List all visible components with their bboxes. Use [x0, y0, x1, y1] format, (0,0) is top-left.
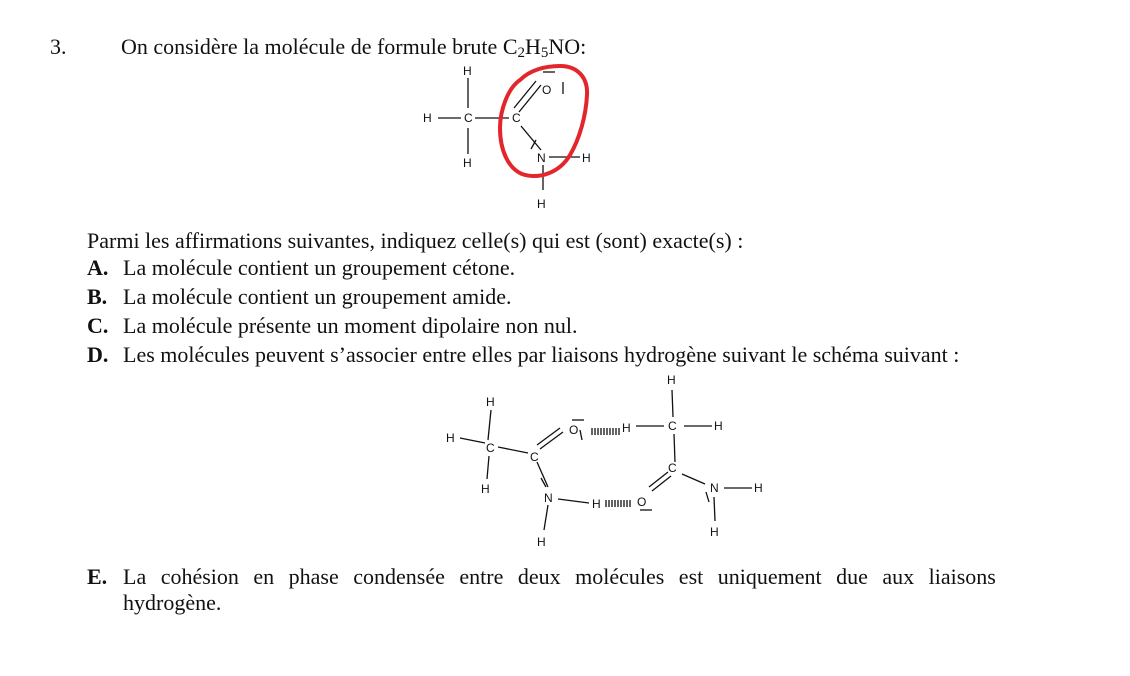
atom-h: H: [582, 151, 591, 165]
atom-h: H: [486, 395, 495, 409]
atom-h: H: [481, 482, 490, 496]
option-text-continued: hydrogène.: [123, 590, 222, 615]
atom-h: H: [463, 64, 472, 78]
option-letter: A.: [87, 255, 109, 280]
atom-n: N: [537, 151, 546, 165]
option-text: Les molécules peuvent s’associer entre elles par liaisons hydrogène suivant le schéma suivant :: [123, 342, 960, 367]
atom-o: O: [542, 83, 552, 97]
atom-h: H: [423, 111, 432, 125]
atom-h: H: [537, 197, 546, 211]
bond: [649, 472, 668, 487]
question-prompt: Parmi les affirmations suivantes, indiquez celle(s) qui est (sont) exacte(s) :: [87, 228, 744, 253]
option-text: La molécule contient un groupement cétone.: [123, 255, 516, 280]
atom-h: H: [754, 481, 763, 495]
option-letter: D.: [87, 342, 109, 367]
option-text: La cohésion en phase condensée entre deux molécules est uniquement due aux liaisons: [123, 564, 996, 589]
atom-c: C: [530, 450, 539, 464]
bond: [460, 438, 485, 443]
atom-h: H: [446, 431, 455, 445]
hydrogen-bond-dashes: [606, 500, 630, 507]
bond: [652, 476, 671, 491]
atom-h: H: [592, 497, 601, 511]
bond: [672, 390, 673, 417]
atom-c: C: [512, 111, 521, 125]
atom-c: C: [464, 111, 473, 125]
option-text: La molécule présente un moment dipolaire non nul.: [123, 313, 578, 338]
bond: [498, 447, 528, 453]
atom-h: H: [710, 525, 719, 539]
option-text: La molécule contient un groupement amide.: [123, 284, 512, 309]
bond: [544, 505, 548, 530]
question-number: 3.: [50, 34, 67, 59]
option-e: [87, 564, 1087, 616]
lone-pair: [706, 492, 709, 502]
bond: [674, 434, 675, 462]
bond: [537, 462, 548, 487]
formula: $C_2H_5NO$:: [502, 34, 587, 61]
atom-h: H: [667, 373, 676, 387]
hydrogen-bond-dashes: [592, 428, 619, 435]
bond: [488, 410, 491, 440]
atom-h: H: [463, 156, 472, 170]
atom-c: C: [668, 461, 677, 475]
bond: [714, 497, 715, 521]
atom-c: C: [668, 419, 677, 433]
option-letter: C.: [87, 313, 109, 338]
bond: [558, 499, 589, 503]
atom-h: H: [622, 421, 631, 435]
option-letter: B.: [87, 284, 108, 309]
bond: [487, 456, 489, 479]
lone-pair: [580, 430, 582, 440]
atom-o: O: [637, 495, 647, 509]
atom-c: C: [486, 441, 495, 455]
atom-h: H: [714, 419, 723, 433]
bond: [682, 474, 705, 484]
intro-text: On considère la molécule de formule brute: [121, 34, 503, 59]
atom-n: N: [544, 491, 553, 505]
atom-h: H: [537, 535, 546, 549]
atom-o: O: [569, 423, 579, 437]
atom-n: N: [710, 481, 719, 495]
option-letter: E.: [87, 564, 108, 589]
